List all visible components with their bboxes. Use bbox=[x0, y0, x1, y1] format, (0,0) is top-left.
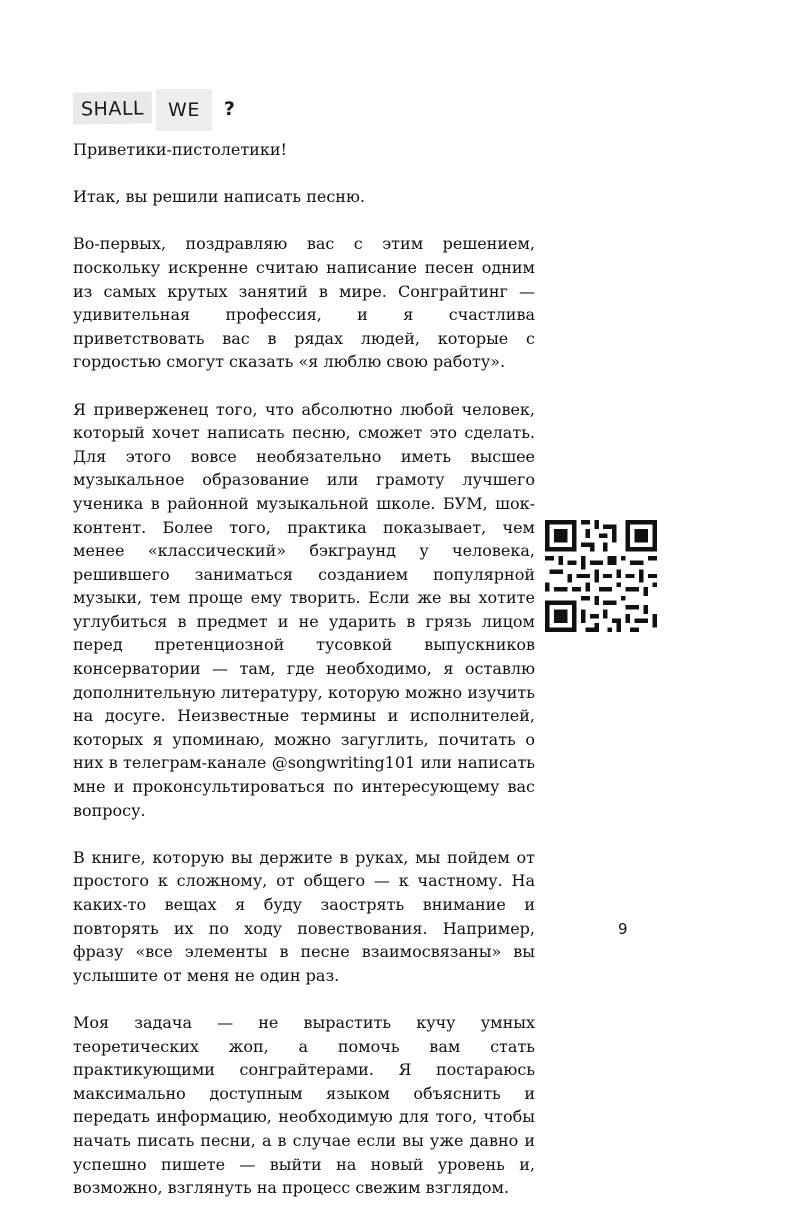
paragraph-greeting: Приветики-пистолетики! bbox=[73, 140, 287, 159]
qr-code-icon[interactable] bbox=[545, 520, 657, 632]
paragraph-congrats: Во-первых, поздравляю вас с этим решением, поскольку искренне считаю написание песен одним из самых крутых занятий в мире. Сонграйтинг — удивительная профессия, и я счастлива приветствовать вас в рядах людей, которые с гордостью смогут сказать «я люблю свою работу». bbox=[73, 234, 535, 372]
paragraph-book-approach: В книге, которую вы держите в руках, мы пойдем от простого к сложному, от общего — к частному. На каких-то вещах я буду заострять внимание и повторять их по ходу повествования. Например, фразу «все элементы в песне взаимосвязаны» вы услышите от меня не один раз. bbox=[73, 847, 535, 985]
paragraph-goal: Моя задача — не вырастить кучу умных теоретических жоп, а помочь вам стать практикующими сонграйтерами. Я постараюсь максимально доступным языком объяснить и передать информацию, необходимую для того, чтобы начать писать песни, а в случае если вы уже давно и успешно пишете — выйти на новый уровень и, возможно, взглянуть на процесс свежим взглядом. bbox=[73, 1012, 535, 1198]
heading-word-we: WE bbox=[156, 89, 212, 131]
chapter-heading bbox=[73, 90, 247, 126]
page-number: 9 bbox=[618, 920, 628, 938]
heading-word-shall: SHALL bbox=[73, 91, 153, 124]
heading-question-mark: ? bbox=[223, 98, 236, 120]
paragraph-intro: Итак, вы решили написать песню. bbox=[73, 187, 365, 207]
body-text bbox=[73, 138, 535, 1223]
paragraph-anyone-can: Я приверженец того, что абсолютно любой человек, который хочет написать песню, сможет это сделать. Для этого вовсе необязательно иметь высшее музыкальное образование или грамоту лучшего ученика в районной музыкальной школе. БУМ, шок-контент. Более того, практика показывает, чем менее «классический» бэкграунд у человека, решившего заниматься созданием популярной музыки, тем проще ему творить. Если же вы хотите углубиться в предмет и не ударить в грязь лицом перед претенциозной тусовкой выпускников консерватории — там, где необходимо, я оставлю дополнительную литературу, которую можно изучить на досуге. Неизвестные термины и исполнителей, которых я упоминаю, можно загуглить, почитать о них в телеграм-канале @songwriting101 или написать мне и проконсультироваться по интересующему вас вопросу. bbox=[73, 399, 535, 820]
